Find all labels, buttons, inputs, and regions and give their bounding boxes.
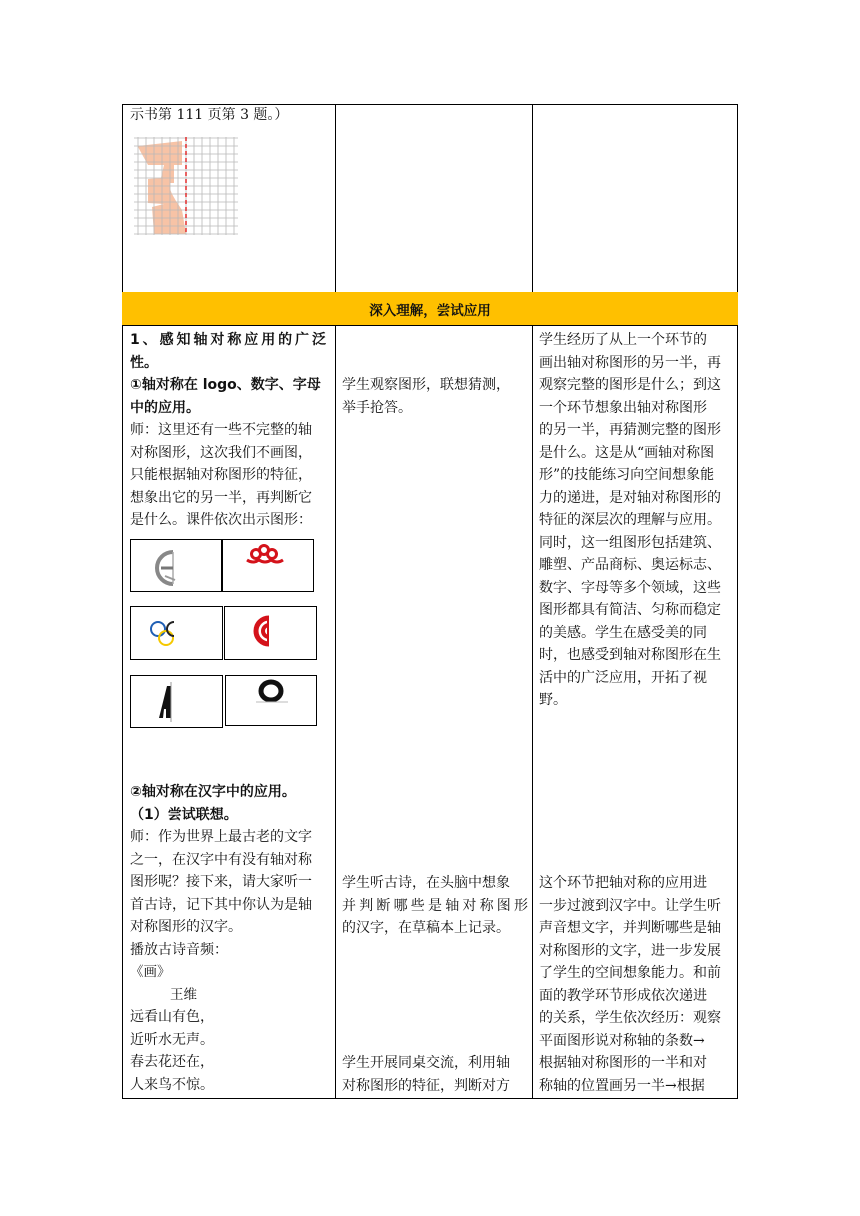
paragraph-line: 只能根据轴对称图形的特征， [130,467,312,483]
heading-1-line: 1、感知轴对称应用的广泛 [130,332,326,348]
col-divider [532,326,533,1098]
paragraph-line: 了学生的空间想象能力。和前 [539,965,721,981]
paragraph-line: 对称图形的汉字。 [130,919,242,935]
paragraph-line: 特征的深层次的理解与应用。 [539,512,721,528]
heading-2-line: ①轴对称在 logo、数字、字母 [130,377,321,393]
paragraph-line: 对称图形的特征，判断对方 [342,1077,510,1094]
paragraph-line: 的另一半，再猜测完整的图形 [539,422,721,438]
figure-knot-half [222,539,314,592]
paragraph-line: 学生开展同桌交流，利用轴 [342,1055,510,1071]
paragraph-line: 是什么。课件依次出示图形： [130,512,312,528]
figure-letter-a-half [130,675,223,728]
col2-block-3 [342,1052,528,1097]
paragraph-line: 声音想文字，并判断哪些是轴 [539,920,721,936]
paragraph-line: 学生听古诗，在头脑中想象 [342,875,510,891]
top-row-text [130,104,330,127]
col3-block-1 [539,329,735,712]
paragraph-line: 观察完整的图形是什么；到这 [539,377,721,393]
poem-author: 王维 [170,986,197,1003]
figure-olympic-rings-half [130,606,223,660]
paragraph-line: 称轴的位置画另一半→根据 [539,1077,705,1094]
paragraph-line: 这个环节把轴对称的应用进 [539,875,707,891]
heading-3: ②轴对称在汉字中的应用。 [130,784,296,800]
paragraph-line: 首古诗，记下其中你认为是轴 [130,896,312,913]
figure-digit-8-half [225,675,317,726]
paragraph-line: 数字、字母等多个领域，这些 [539,579,721,596]
paragraph-line: 活中的广泛应用，开拓了视 [539,669,707,686]
paragraph-line: 师：这里还有一些不完整的轴 [130,422,312,438]
paragraph-line: 并判断哪些是轴对称图形 [342,897,528,914]
paragraph-line: 想象出它的另一半，再判断它 [130,489,312,506]
figure-logo-half [224,606,317,660]
paragraph-line: 的关系，学生依次经历：观察 [539,1010,721,1026]
col2-block-2 [342,872,528,940]
poem-line: 春去花还在， [130,1054,214,1070]
paragraph-line: 是什么。这是从“画轴对称图 [539,444,715,461]
poem-line: 远看山有色， [130,1009,214,1025]
heading-1-line: 性。 [130,354,158,371]
paragraph-line: 画出轴对称图形的另一半，再 [539,354,721,371]
col1-block-1 [130,329,326,532]
paragraph-line: 图形呢？接下来，请大家听一 [130,874,312,890]
figure-building-half [130,539,222,592]
grid-figure [134,137,238,235]
paragraph-line: 形”的技能练习向空间想象能 [539,467,715,483]
paragraph-line: 的汉字，在草稿本上记录。 [342,920,510,936]
section-header: 深入理解，尝试应用 [122,292,738,325]
paragraph-line: 野。 [539,692,567,708]
col2-block-1 [342,374,528,419]
paragraph-line: 播放古诗音频： [130,941,228,958]
col3-block-2 [539,872,735,1097]
col1-block-2 [130,781,326,1096]
paragraph-line: 平面图形说对称轴的条数→ [539,1032,705,1049]
paragraph-line: 图形都具有简洁、匀称而稳定 [539,602,721,618]
paragraph-line: 学生经历了从上一个环节的 [539,332,707,348]
paragraph-line: 之一，在汉字中有没有轴对称 [130,851,312,868]
table-border-left [122,104,123,1099]
col-divider [335,104,336,292]
paragraph-line: 学生观察图形，联想猜测， [342,377,510,393]
heading-2-line: 中的应用。 [130,399,200,416]
paragraph-line: 同时，这一组图形包括建筑、 [539,534,721,551]
paragraph-line: 举手抢答。 [342,399,412,416]
paragraph-line: 对称图形，这次我们不画图， [130,444,312,461]
paragraph-line: 力的递进，是对轴对称图形的 [539,489,721,506]
paragraph-line: 面的教学环节形成依次递进 [539,987,707,1004]
paragraph-line: 雕塑、产品商标、奥运标志、 [539,557,721,573]
heading-4: （1）尝试联想。 [130,806,238,823]
col-divider [532,104,533,292]
table-border-bottom [122,1098,738,1099]
paragraph-line: 师：作为世界上最古老的文字 [130,829,312,845]
poem-line: 近听水无声。 [130,1031,214,1048]
col-divider [335,326,336,1098]
paragraph-line: 一个环节想象出轴对称图形 [539,399,707,416]
paragraph-line: 时，也感受到轴对称图形在生 [539,647,721,663]
poem-line: 人来鸟不惊。 [130,1076,214,1093]
row-divider [122,325,738,326]
table-border-right [737,104,738,1099]
poem-title: 《画》 [130,964,171,980]
paragraph-line: 根据轴对称图形的一半和对 [539,1055,707,1071]
paragraph-line: 的美感。学生在感受美的同 [539,624,707,641]
paragraph-line: 对称图形的文字，进一步发展 [539,942,721,959]
text-line: 示书第 111 页第 3 题。） [130,107,289,123]
paragraph-line: 一步过渡到汉字中。让学生听 [539,897,721,914]
